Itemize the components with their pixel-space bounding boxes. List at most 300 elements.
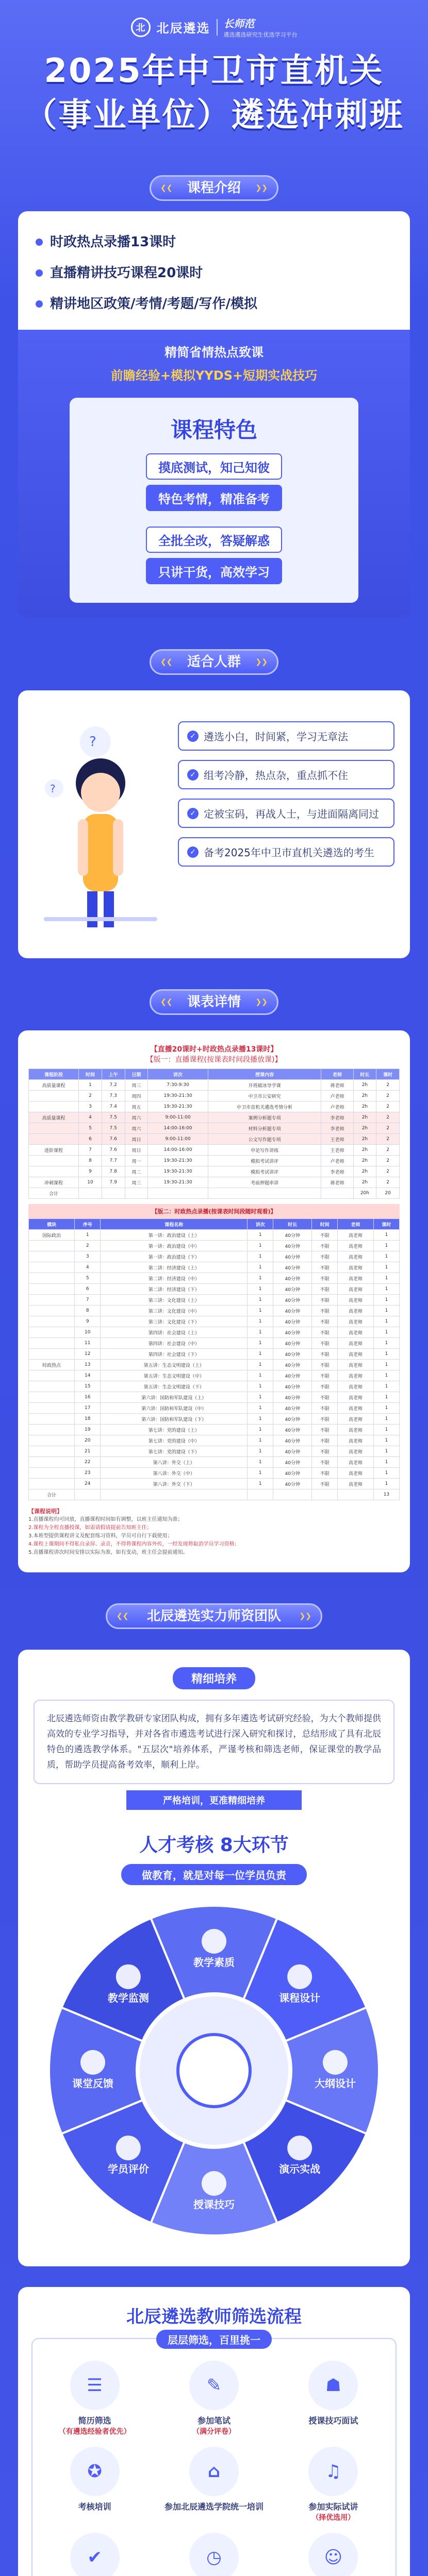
- table-cell: 2: [376, 1134, 400, 1145]
- table-cell: [75, 1489, 101, 1500]
- table-cell: 40分钟: [273, 1425, 312, 1435]
- table-cell: 1: [373, 1284, 399, 1295]
- check-icon: ✓: [187, 808, 199, 819]
- table-cell: 2h: [353, 1177, 376, 1188]
- table-cell: 不限: [312, 1327, 338, 1338]
- schedule-card: [18, 1030, 410, 1572]
- table-cell: 进阶课程: [29, 1145, 79, 1156]
- table-cell: [29, 1123, 79, 1134]
- table-cell: 第一讲：政治建设（中）: [101, 1241, 248, 1251]
- table-cell: 模拟考试讲评: [208, 1156, 321, 1166]
- table-cell: 3: [79, 1101, 102, 1112]
- table-cell: 高老师: [338, 1457, 374, 1468]
- column-header: 老师: [338, 1219, 374, 1230]
- intro-item-text: 直播精讲技巧课程20课时: [50, 265, 203, 281]
- table-cell: 1: [248, 1370, 273, 1381]
- table-cell: 40分钟: [273, 1446, 312, 1457]
- table-cell: 高老师: [338, 1446, 374, 1457]
- table-cell: 不限: [312, 1273, 338, 1284]
- teacher-flow-card: [18, 2287, 410, 2576]
- team-intro: 北辰遴选师资由教学教研专家团队构成，拥有多年遴选考试研究经验，为大个教师提供高效的专业学习指导，并对各省市遴选考试进行深入研究和探讨，总结形成了具有北辰特色的遴选教学体系。"五层次"培养体系，严谨考核和筛选老师，保证课堂的教学品质，帮助学员提高备考效率，顺利上岸。: [34, 1700, 394, 1784]
- wheel-label: 演示实战: [279, 2163, 321, 2176]
- wheel-segment-icon: [116, 1964, 141, 1989]
- table-cell: 第八讲：外交（下）: [101, 1479, 248, 1489]
- table-cell: 不限: [312, 1306, 338, 1316]
- table-cell: 1: [248, 1316, 273, 1327]
- table-row: [29, 1166, 400, 1177]
- flow-step: [157, 2533, 271, 2576]
- table-cell: 1: [373, 1446, 399, 1457]
- feature-tag: 特色考情，精准备考: [146, 485, 282, 511]
- table-cell: 7: [79, 1145, 102, 1156]
- table-cell: 16: [75, 1392, 101, 1403]
- bullet-icon: [36, 239, 43, 246]
- table-row: [29, 1306, 400, 1316]
- table-row: [29, 1327, 400, 1338]
- audience-title: ❮❮ 适合人群 ❯❯: [150, 649, 278, 675]
- table-cell: 22: [75, 1457, 101, 1468]
- column-header: 课程阶段: [29, 1069, 79, 1080]
- table-cell: 13: [75, 1360, 101, 1370]
- feature-tags: [70, 453, 358, 511]
- table-cell: 2h: [353, 1145, 376, 1156]
- wheel-label: 大纲设计: [315, 2077, 356, 2090]
- table-row: [29, 1360, 400, 1370]
- table-cell: 17: [75, 1403, 101, 1414]
- table-cell: 模拟考试讲评: [208, 1166, 321, 1177]
- table-row: [29, 1262, 400, 1273]
- table-cell: 1: [373, 1230, 399, 1241]
- table-cell: 高老师: [338, 1360, 374, 1370]
- table-cell: 40分钟: [273, 1316, 312, 1327]
- column-header: 时间: [79, 1069, 102, 1080]
- table-cell: [29, 1327, 75, 1338]
- table-cell: 第六讲：国防和军队建设（中）: [101, 1403, 248, 1414]
- table-cell: 第五讲：生态文明建设（中）: [101, 1370, 248, 1381]
- table-row: [29, 1468, 400, 1479]
- table-cell: 1: [248, 1230, 273, 1241]
- table-cell: 高老师: [338, 1251, 374, 1262]
- table-cell: 40分钟: [273, 1338, 312, 1349]
- table-cell: 19:30-21:30: [148, 1091, 208, 1101]
- flow-step: [38, 2361, 152, 2436]
- table-cell: 第三讲：文化建设（上）: [101, 1295, 248, 1306]
- table-cell: 第三讲：文化建设（下）: [101, 1316, 248, 1327]
- table-cell: 高老师: [338, 1338, 374, 1349]
- table-cell: 40分钟: [273, 1370, 312, 1381]
- flow-step: [276, 2361, 390, 2436]
- table-cell: [29, 1403, 75, 1414]
- table-cell: 2: [376, 1112, 400, 1123]
- table-cell: 高老师: [338, 1273, 374, 1284]
- table-header-row: [29, 1219, 400, 1230]
- column-header: 模块: [29, 1219, 75, 1230]
- note-line: 4.课程上课期间不得私自录屏、录音，不得将课程内容外传，一经发现将取消学员学习资格；: [28, 1541, 240, 1547]
- table-row: [29, 1338, 400, 1349]
- table-cell: [29, 1414, 75, 1425]
- flow-step: [276, 2447, 390, 2522]
- table-cell: 1: [248, 1241, 273, 1251]
- table-cell: [29, 1468, 75, 1479]
- flow-step-label: 参加笔试: [197, 2416, 231, 2426]
- table-cell: 1: [248, 1468, 273, 1479]
- partner-block: [224, 15, 298, 39]
- table-cell: [29, 1091, 79, 1101]
- table-cell: 第六讲：国防和军队建设（上）: [101, 1392, 248, 1403]
- table-row: [29, 1273, 400, 1284]
- table-cell: 第五讲：生态文明建设（下）: [101, 1381, 248, 1392]
- team-title: ❮❮ 北辰遴选实力师资团队 ❯❯: [106, 1603, 322, 1629]
- table-cell: 1: [248, 1273, 273, 1284]
- column-header: 老师: [321, 1069, 353, 1080]
- table-cell: 4: [79, 1112, 102, 1123]
- table-cell: 2h: [353, 1134, 376, 1145]
- table-cell: 21: [75, 1446, 101, 1457]
- table-cell: 不限: [312, 1381, 338, 1392]
- table-cell: 高老师: [338, 1306, 374, 1316]
- table-cell: 20h: [353, 1188, 376, 1199]
- wheel-label: 课程设计: [279, 1991, 321, 2004]
- table-cell: [248, 1489, 273, 1500]
- column-header: 课程名称: [101, 1219, 248, 1230]
- table-cell: 卢老师: [321, 1101, 353, 1112]
- table-cell: 周三: [125, 1080, 148, 1091]
- column-header: 序号: [75, 1219, 101, 1230]
- table-cell: 高老师: [338, 1284, 374, 1295]
- table-cell: 高老师: [338, 1392, 374, 1403]
- table-cell: 1: [248, 1360, 273, 1370]
- bullet-icon: [36, 300, 43, 308]
- table-cell: 20: [376, 1188, 400, 1199]
- course-intro-title: ❮❮ 课程介绍 ❯❯: [150, 175, 278, 201]
- table-cell: [29, 1284, 75, 1295]
- table-cell: 2h: [353, 1166, 376, 1177]
- table-cell: 18: [75, 1414, 101, 1425]
- table-cell: 不限: [312, 1349, 338, 1360]
- table-cell: 4: [75, 1262, 101, 1273]
- table-cell: [29, 1425, 75, 1435]
- flow-step: [276, 2533, 390, 2576]
- table-cell: 1: [373, 1414, 399, 1425]
- table-cell: 40分钟: [273, 1306, 312, 1316]
- table-cell: [29, 1295, 75, 1306]
- resume-icon: ☰: [70, 2361, 120, 2410]
- intro-item-text: 时政热点录播13课时: [50, 234, 176, 250]
- table-cell: 高老师: [338, 1370, 374, 1381]
- table-cell: 1: [248, 1403, 273, 1414]
- student-illustration: [34, 711, 168, 938]
- table-cell: 14:00-16:00: [148, 1145, 208, 1156]
- table-cell: 不限: [312, 1316, 338, 1327]
- table-cell: 第六讲：国防和军队建设（下）: [101, 1414, 248, 1425]
- intro-item: [36, 289, 392, 319]
- assessment-wheel-graphic: [39, 1895, 389, 2246]
- table-cell: 20: [75, 1435, 101, 1446]
- audience-card: [18, 690, 410, 958]
- table-cell: 40分钟: [273, 1392, 312, 1403]
- table-row: [29, 1080, 400, 1091]
- table-cell: 时政热点: [29, 1360, 75, 1370]
- feature-tag: 全批全改，答疑解惑: [146, 527, 282, 553]
- table-cell: 1: [373, 1370, 399, 1381]
- table-row: [29, 1425, 400, 1435]
- column-header: 时长: [353, 1069, 376, 1080]
- assessment-subtitle: 做教育，就是对每一位学员负责: [121, 1864, 307, 1885]
- table-cell: 1: [373, 1316, 399, 1327]
- flow-step: [38, 2447, 152, 2522]
- table-cell: 40分钟: [273, 1381, 312, 1392]
- flow-step-label: 简历筛选: [78, 2416, 111, 2426]
- table-cell: 40分钟: [273, 1360, 312, 1370]
- table-cell: 第二讲：经济建设（下）: [101, 1284, 248, 1295]
- school-icon: ⌂: [189, 2447, 239, 2496]
- table-row: [29, 1381, 400, 1392]
- table-cell: 不限: [312, 1241, 338, 1251]
- table-cell: [79, 1188, 102, 1199]
- wheel-segment-icon: [202, 2171, 226, 2196]
- wheel-segment-icon: [80, 2050, 105, 2075]
- table-cell: 1: [373, 1349, 399, 1360]
- table-row: [29, 1414, 400, 1425]
- table-cell: 第三讲：文化建设（中）: [101, 1306, 248, 1316]
- table-cell: 40分钟: [273, 1295, 312, 1306]
- audience-item-text: 遴选小白，时间紧，学习无章法: [204, 731, 348, 743]
- table-cell: 1: [75, 1230, 101, 1241]
- table-cell: 1: [373, 1360, 399, 1370]
- table-cell: 不限: [312, 1295, 338, 1306]
- check-icon: ✓: [187, 769, 199, 781]
- column-header: 讲次: [248, 1219, 273, 1230]
- table-cell: [29, 1241, 75, 1251]
- table-cell: 2h: [353, 1091, 376, 1101]
- course-notes: [28, 1507, 400, 1557]
- table-cell: 40分钟: [273, 1479, 312, 1489]
- table-cell: 40分钟: [273, 1262, 312, 1273]
- table-cell: 合计: [29, 1188, 79, 1199]
- table-cell: 7.6: [102, 1145, 125, 1156]
- table-row: [29, 1403, 400, 1414]
- table-cell: 1: [373, 1403, 399, 1414]
- table-cell: 12: [75, 1349, 101, 1360]
- table-cell: 2h: [353, 1156, 376, 1166]
- table-cell: 不限: [312, 1457, 338, 1468]
- feature-tag: 摸底测试，知己知彼: [146, 453, 282, 480]
- table-cell: 第四讲：社会建设（上）: [101, 1327, 248, 1338]
- partner-name: 长师范: [223, 18, 255, 30]
- wheel-segment-icon: [287, 2136, 312, 2160]
- table-cell: 1: [373, 1425, 399, 1435]
- table-cell: 15: [75, 1381, 101, 1392]
- table-row: [29, 1156, 400, 1166]
- note-line: 5.直播课程讲次时间安排以实际为准，如有变动，班主任会提前通知。: [28, 1550, 188, 1555]
- table-cell: 周日: [125, 1134, 148, 1145]
- table-cell: 5: [79, 1123, 102, 1134]
- table-cell: [29, 1479, 75, 1489]
- table-cell: 高质量课程: [29, 1112, 79, 1123]
- brand-header: [0, 0, 428, 39]
- table-cell: 卢老师: [321, 1091, 353, 1101]
- table-cell: 不限: [312, 1414, 338, 1425]
- table-cell: 1: [373, 1273, 399, 1284]
- table-cell: 周二: [125, 1166, 148, 1177]
- table-cell: 第四讲：社会建设（中）: [101, 1338, 248, 1349]
- student-figure-icon: [34, 711, 168, 938]
- schedule-title: ❮❮ 课表详情 ❯❯: [150, 989, 278, 1015]
- table-cell: 公文写作题专项: [208, 1134, 321, 1145]
- table-cell: 7.5: [102, 1112, 125, 1123]
- table-cell: [102, 1188, 125, 1199]
- column-header: 授课内容: [208, 1069, 321, 1080]
- table-cell: 19: [75, 1425, 101, 1435]
- table-cell: 1: [248, 1479, 273, 1489]
- column-header: 课时: [376, 1069, 400, 1080]
- intro-item-text: 精讲地区政策/考情/考题/写作/模拟: [50, 296, 257, 312]
- brand-logo-icon: 北: [131, 18, 151, 37]
- table-row: [29, 1316, 400, 1327]
- table-cell: 7.9: [102, 1177, 125, 1188]
- flow-step: [38, 2533, 152, 2576]
- note-line: 3.本班型提供课程讲义及配套练习资料，学员可自行下载使用；: [28, 1533, 173, 1539]
- recorded-schedule-body: [29, 1230, 400, 1500]
- table-cell: 国际政治: [29, 1230, 75, 1241]
- table-cell: 2: [79, 1091, 102, 1101]
- audience-item: [178, 799, 394, 828]
- table-cell: 40分钟: [273, 1403, 312, 1414]
- table-cell: 不限: [312, 1230, 338, 1241]
- flow-box: [31, 2334, 397, 2576]
- table-cell: 蒋老师: [321, 1177, 353, 1188]
- table-cell: 高老师: [338, 1381, 374, 1392]
- table-cell: [29, 1156, 79, 1166]
- table-cell: 高老师: [338, 1349, 374, 1360]
- check-icon: ✓: [187, 731, 199, 742]
- table-cell: 2: [376, 1091, 400, 1101]
- schedule-caption-1: 【直播20课时+时政热点录播13课时】: [150, 1045, 278, 1054]
- table-cell: 1: [373, 1468, 399, 1479]
- table-cell: [148, 1188, 208, 1199]
- feature-tags-2: [70, 527, 358, 584]
- table-cell: 高老师: [338, 1435, 374, 1446]
- intro-item: [36, 258, 392, 289]
- page-title: [0, 49, 428, 138]
- feature-panel: [18, 330, 410, 618]
- table-cell: 2h: [353, 1080, 376, 1091]
- table-cell: 1: [373, 1306, 399, 1316]
- table-cell: 周三: [125, 1177, 148, 1188]
- audience-item: [178, 721, 394, 751]
- table-cell: 10: [75, 1327, 101, 1338]
- table-cell: 19:30-21:30: [148, 1101, 208, 1112]
- audience-item: [178, 760, 394, 789]
- table-row: [29, 1457, 400, 1468]
- brand-name: 北辰遴选: [156, 21, 210, 36]
- highlight-top: 精简省情热点致课: [164, 345, 264, 360]
- table-row: [29, 1177, 400, 1188]
- mascot-icon: [178, 2035, 250, 2107]
- table-cell: 11: [75, 1338, 101, 1349]
- table-cell: 9:00-11:00: [148, 1112, 208, 1123]
- table-cell: 第七讲：党的建设（上）: [101, 1425, 248, 1435]
- table-cell: 1: [79, 1080, 102, 1091]
- clock-icon: ◷: [189, 2533, 239, 2576]
- audience-item-text: 定被宝码，再战人士，与进面隔离同过: [204, 808, 379, 820]
- assessment-title: 人才考核 8大环节: [139, 1835, 289, 1856]
- audience-item-text: 组考冷静，热点杂，重点抓不住: [204, 769, 348, 782]
- table-cell: 第八讲：外交（上）: [101, 1457, 248, 1468]
- table-cell: 2h: [353, 1123, 376, 1134]
- table-row: [29, 1435, 400, 1446]
- table-cell: 9:00-11:00: [148, 1134, 208, 1145]
- table-cell: [29, 1316, 75, 1327]
- check-icon: ✔: [70, 2533, 120, 2576]
- flow-step-note: （择优选用）: [311, 2514, 355, 2522]
- table-cell: 申论写作讲练: [208, 1145, 321, 1156]
- flow-step-label: 考核培训: [78, 2502, 111, 2512]
- table-cell: 合计: [29, 1489, 75, 1500]
- table-cell: 王老师: [321, 1145, 353, 1156]
- table-cell: [29, 1392, 75, 1403]
- team-strip-1: 严格培训，更准精细培养: [126, 1790, 302, 1810]
- table-cell: 案例分析题专项: [208, 1112, 321, 1123]
- table-cell: 1: [373, 1381, 399, 1392]
- teacher-icon: ☺: [308, 2533, 358, 2576]
- table-cell: 不限: [312, 1251, 338, 1262]
- table-cell: [29, 1349, 75, 1360]
- wheel-segment-icon: [202, 1929, 226, 1954]
- feature-tag: 只讲干货，高效学习: [146, 558, 282, 584]
- table-cell: 2h: [353, 1101, 376, 1112]
- table-cell: 第二讲：经济建设（上）: [101, 1262, 248, 1273]
- table-cell: 1: [248, 1446, 273, 1457]
- table-cell: 7.5: [102, 1123, 125, 1134]
- svg-text:?: ?: [89, 734, 96, 750]
- table-cell: [125, 1188, 148, 1199]
- table-row: [29, 1123, 400, 1134]
- table-cell: 2: [376, 1101, 400, 1112]
- table-cell: 第二讲：经济建设（中）: [101, 1273, 248, 1284]
- wheel-segment-icon: [116, 2136, 141, 2160]
- table-cell: 蒋老师: [321, 1080, 353, 1091]
- wheel-label: 学员评价: [107, 2163, 149, 2176]
- table-cell: 不限: [312, 1435, 338, 1446]
- table-cell: 14: [75, 1370, 101, 1381]
- table-cell: 1: [248, 1338, 273, 1349]
- table-cell: 40分钟: [273, 1230, 312, 1241]
- schedule-caption-2: 【版一：直播课程(按课表时间段播放课)】: [146, 1056, 282, 1064]
- table-cell: 1: [373, 1457, 399, 1468]
- table-cell: 高老师: [338, 1479, 374, 1489]
- table-cell: 10: [79, 1177, 102, 1188]
- wheel-segment-icon: [323, 2050, 348, 2075]
- table-cell: [321, 1188, 353, 1199]
- table-cell: 9: [79, 1166, 102, 1177]
- table-cell: 24: [75, 1479, 101, 1489]
- table-row: [29, 1230, 400, 1241]
- table-cell: 1: [248, 1425, 273, 1435]
- table-cell: 23: [75, 1468, 101, 1479]
- table-row: [29, 1241, 400, 1251]
- table-cell: 1: [248, 1392, 273, 1403]
- table-cell: 中卫市公安研究: [208, 1091, 321, 1101]
- flow-steps: [38, 2361, 390, 2576]
- flow-badge: 层层筛选，百里挑一: [156, 2330, 272, 2349]
- table-cell: 高老师: [338, 1425, 374, 1435]
- table-cell: 2h: [353, 1112, 376, 1123]
- table-row: [29, 1112, 400, 1123]
- table-cell: 第八讲：外交（中）: [101, 1468, 248, 1479]
- wheel-segment-icon: [287, 1964, 312, 1989]
- table-cell: 王老师: [321, 1134, 353, 1145]
